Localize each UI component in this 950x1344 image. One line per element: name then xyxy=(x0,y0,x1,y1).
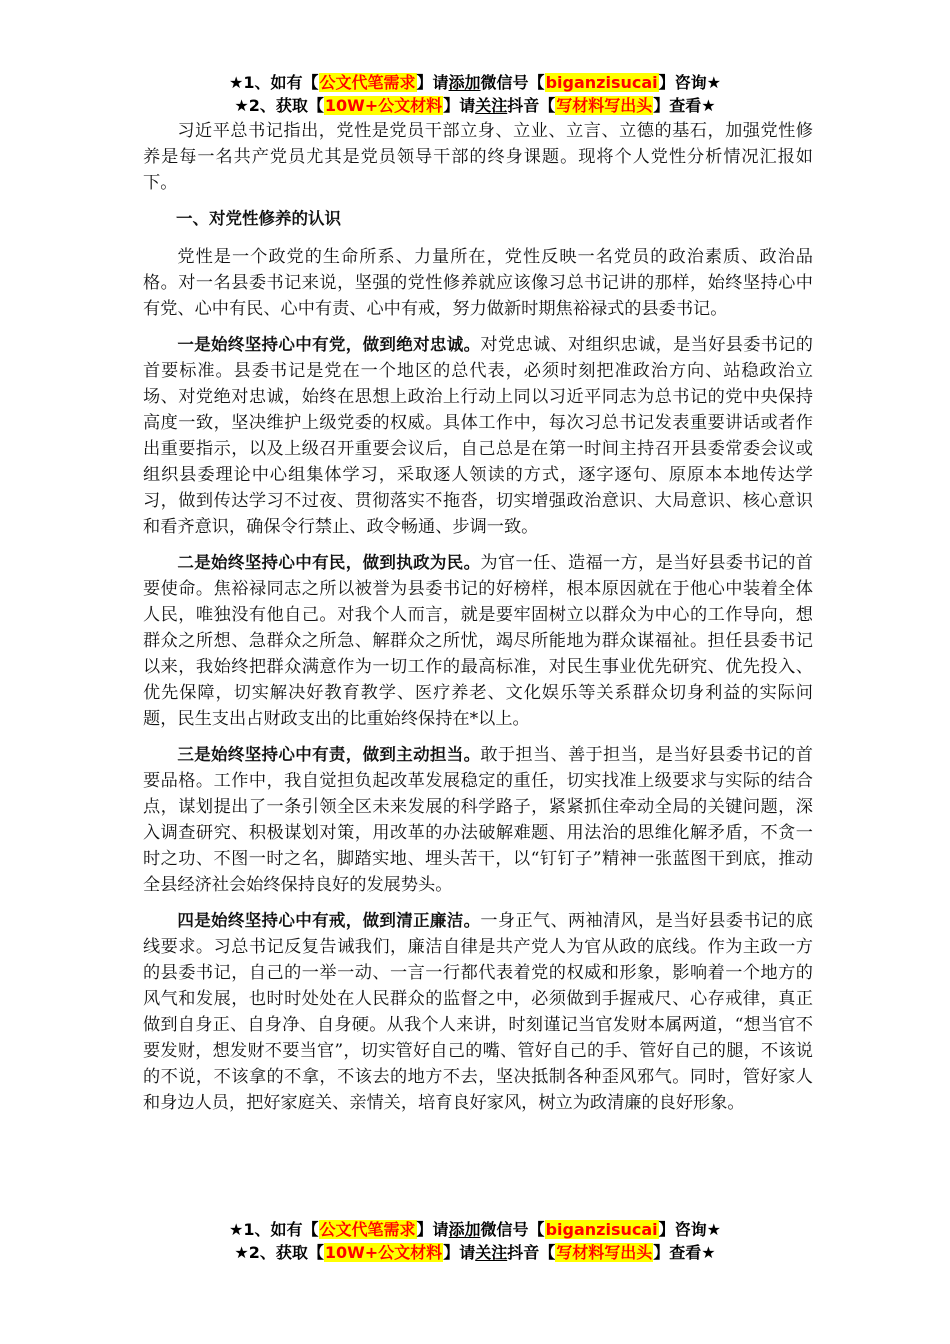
banner-text: 微信号【 xyxy=(480,1220,545,1239)
banner-text: 微信号【 xyxy=(480,73,545,92)
banner-text: ★2、获取【 xyxy=(234,1243,324,1262)
banner-text: 】请 xyxy=(443,1243,476,1262)
point-lead: 三是始终坚持心中有责，做到主动担当。 xyxy=(177,745,481,764)
point-text: 敢于担当、善于担当，是当好县委书记的首要品格。工作中，我自觉担负起改革发展稳定的重任，切实找准上级要求与实际的结合点，谋划提出了一条引领全区未来发展的科学路子，紧紧抓住牵动全局的关键问题，深入调查研究、积极谋划对策，用改革的办法破解难题、用法治的思维化解矛盾，不贪一时之功、不图一时之名，脚踏实地、埋头苦干，以“钉钉子”精神一张蓝图干到底，推动全县经济社会始终保持良好的发展势头。 xyxy=(143,745,813,895)
point-paragraph-2 xyxy=(143,550,813,732)
promo-banner-bottom-line1 xyxy=(0,1219,950,1241)
point-paragraph-4 xyxy=(143,908,813,1116)
section-paragraph: 党性是一个政党的生命所系、力量所在，党性反映一名党员的政治素质、政治品格。对一名县委书记来说，坚强的党性修养就应该像习总书记讲的那样，始终坚持心中有党、心中有民、心中有责、心中有戒，努力做新时期焦裕禄式的县委书记。 xyxy=(143,247,813,319)
banner-underlined-text: 添加 xyxy=(448,73,481,92)
section-heading: 一、对党性修养的认识 xyxy=(176,209,341,228)
banner-highlight-wechat-id: biganzisucai xyxy=(545,1220,658,1239)
promo-banner-top-line1 xyxy=(0,72,950,94)
point-paragraph-3 xyxy=(143,742,813,898)
banner-highlight: 10W+公文材料 xyxy=(324,96,443,115)
point-lead: 一是始终坚持心中有党，做到绝对忠诚。 xyxy=(177,335,481,354)
banner-underlined-text: 关注 xyxy=(475,1243,508,1262)
banner-highlight: 公文代笔需求 xyxy=(319,1220,416,1239)
banner-text: ★1、如有【 xyxy=(229,73,319,92)
banner-text: 抖音【 xyxy=(507,96,556,115)
banner-text: 】请 xyxy=(416,1220,449,1239)
point-paragraph-1 xyxy=(143,332,813,540)
banner-text: ★2、获取【 xyxy=(234,96,324,115)
banner-text: ★1、如有【 xyxy=(229,1220,319,1239)
banner-underlined-text: 添加 xyxy=(448,1220,481,1239)
banner-underlined-text: 关注 xyxy=(475,96,508,115)
point-lead: 四是始终坚持心中有戒，做到清正廉洁。 xyxy=(177,911,481,930)
banner-text: 】咨询★ xyxy=(658,1220,721,1239)
banner-text: 】请 xyxy=(416,73,449,92)
banner-text: 】查看★ xyxy=(653,1243,716,1262)
point-text: 一身正气、两袖清风，是当好县委书记的底线要求。习总书记反复告诫我们，廉洁自律是共产党人为官从政的底线。作为主政一方的县委书记，自己的一举一动、一言一行都代表着党的权威和形象，影响着一个地方的风气和发展，也时时处处在人民群众的监督之中，必须做到手握戒尺、心存戒律，真正做到自身正、自身净、自身硬。从我个人来讲，时刻谨记当官发财本属两道，“想当官不要发财，想发财不要当官”，切实管好自己的嘴、管好自己的手、管好自己的腿，不该说的不说，不该拿的不拿，不该去的地方不去，坚决抵制各种歪风邪气。同时，管好家人和身边人员，把好家庭关、亲情关，培育良好家风，树立为政清廉的良好形象。 xyxy=(143,911,813,1113)
document-body xyxy=(143,118,813,1124)
point-lead: 二是始终坚持心中有民，做到执政为民。 xyxy=(177,553,481,572)
banner-text: 抖音【 xyxy=(507,1243,556,1262)
banner-text: 】查看★ xyxy=(653,96,716,115)
banner-text: 】咨询★ xyxy=(658,73,721,92)
promo-banner-top-line2 xyxy=(0,95,950,117)
intro-paragraph: 习近平总书记指出，党性是党员干部立身、立业、立言、立德的基石，加强党性修养是每一名共产党员尤其是党员领导干部的终身课题。现将个人党性分析情况汇报如下。 xyxy=(143,121,813,193)
banner-highlight: 公文代笔需求 xyxy=(319,73,416,92)
banner-highlight-wechat-id: biganzisucai xyxy=(545,73,658,92)
banner-highlight: 10W+公文材料 xyxy=(324,1243,443,1262)
banner-highlight-douyin-id: 写材料写出头 xyxy=(556,1243,653,1262)
banner-text: 】请 xyxy=(443,96,476,115)
promo-banner-bottom-line2 xyxy=(0,1242,950,1264)
point-text: 对党忠诚、对组织忠诚，是当好县委书记的首要标准。县委书记是党在一个地区的总代表，必须时刻把准政治方向、站稳政治立场、对党绝对忠诚，始终在思想上政治上行动上同以习近平同志为总书记的党中央保持高度一致，坚决维护上级党委的权威。具体工作中，每次习总书记发表重要讲话或者作出重要指示，以及上级召开重要会议后，自己总是在第一时间主持召开县委常委会议或组织县委理论中心组集体学习，采取逐人领读的方式，逐字逐句、原原本本地传达学习，做到传达学习不过夜、贯彻落实不拖沓，切实增强政治意识、大局意识、核心意识和看齐意识，确保令行禁止、政令畅通、步调一致。 xyxy=(143,335,813,537)
banner-highlight-douyin-id: 写材料写出头 xyxy=(556,96,653,115)
point-text: 为官一任、造福一方，是当好县委书记的首要使命。焦裕禄同志之所以被誉为县委书记的好榜样，根本原因就在于他心中装着全体人民，唯独没有他自己。对我个人而言，就是要牢固树立以群众为中心的工作导向，想群众之所想、急群众之所急、解群众之所忧，竭尽所能地为群众谋福祉。担任县委书记以来，我始终把群众满意作为一切工作的最高标准，对民生事业优先研究、优先投入、优先保障，切实解决好教育教学、医疗养老、文化娱乐等关系群众切身利益的实际问题，民生支出占财政支出的比重始终保持在*以上。 xyxy=(143,553,813,729)
